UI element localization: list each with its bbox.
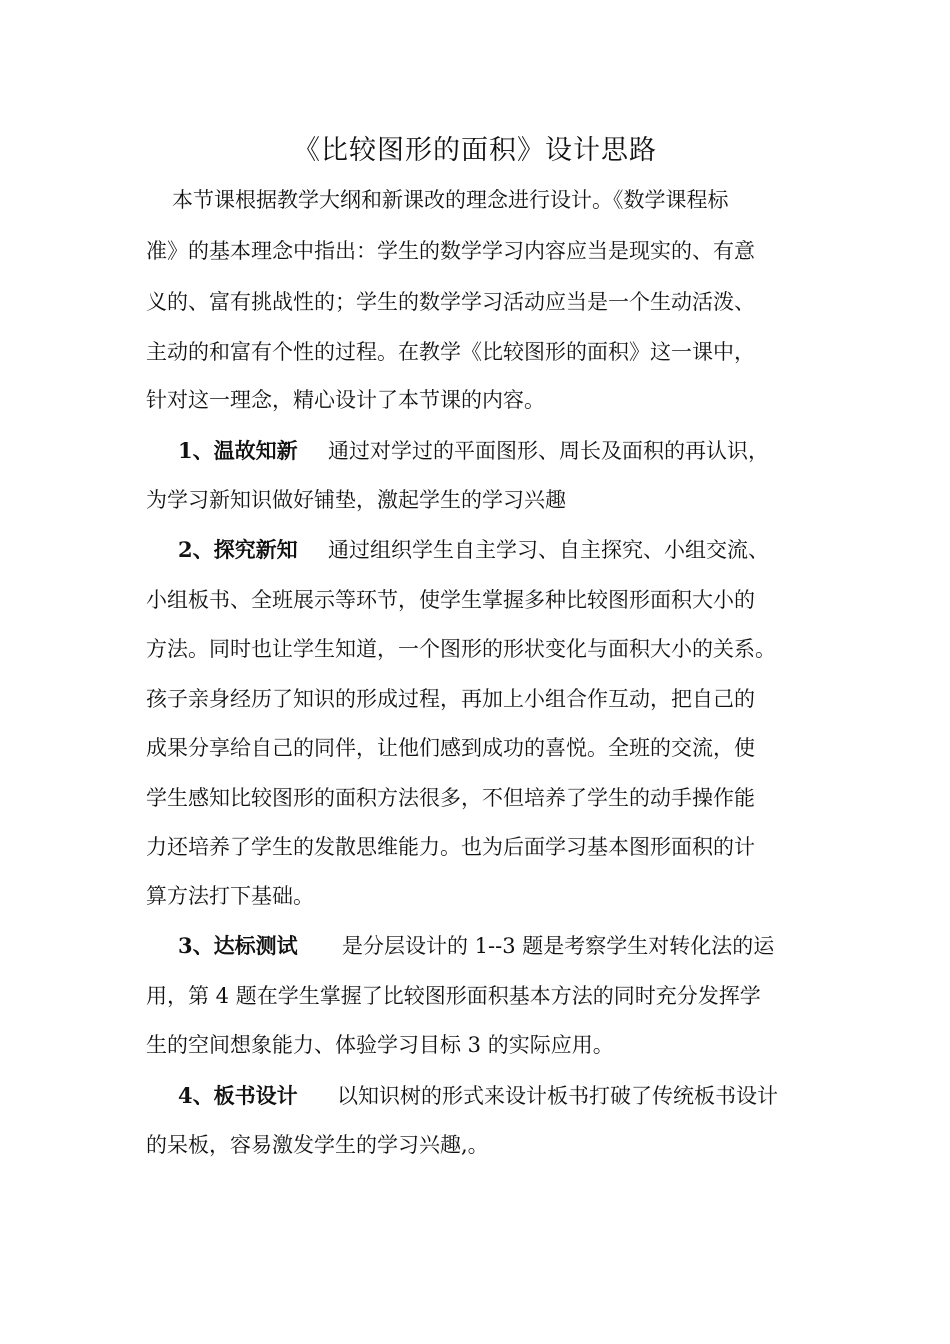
document-title: 《比较图形的面积》设计思路 xyxy=(293,135,657,166)
section-1-line-2: 为学习新知识做好铺垫，激起学生的学习兴趣 xyxy=(146,488,566,512)
section-2-heading: 2、探究新知 xyxy=(178,537,298,562)
section-4-heading: 4、板书设计 xyxy=(178,1083,298,1108)
section-1-heading: 1、温故知新 xyxy=(178,438,298,463)
intro-line-3: 义的、富有挑战性的；学生的数学学习活动应当是一个生动活泼、 xyxy=(146,290,755,314)
section-3-heading: 3、达标测试 xyxy=(178,933,298,958)
section-2-line-4: 孩子亲身经历了知识的形成过程，再加上小组合作互动，把自己的 xyxy=(146,687,755,711)
section-3-line-1: 是分层设计的 1--3 题是考察学生对转化法的运 xyxy=(342,934,775,958)
section-4-line-1: 以知识树的形式来设计板书打破了传统板书设计 xyxy=(337,1084,778,1108)
intro-line-2: 准》的基本理念中指出：学生的数学学习内容应当是现实的、有意 xyxy=(146,239,755,263)
section-2-line-3: 方法。同时也让学生知道，一个图形的形状变化与面积大小的关系。 xyxy=(146,637,776,661)
section-2-line-8: 算方法打下基础。 xyxy=(146,884,314,908)
intro-line-4: 主动的和富有个性的过程。在教学《比较图形的面积》这一课中， xyxy=(146,340,755,364)
section-1-line-1: 通过对学过的平面图形、周长及面积的再认识， xyxy=(328,439,769,463)
section-2-line-5: 成果分享给自己的同伴，让他们感到成功的喜悦。全班的交流，使 xyxy=(146,736,755,760)
section-2-line-7: 力还培养了学生的发散思维能力。也为后面学习基本图形面积的计 xyxy=(146,835,755,859)
intro-line-5: 针对这一理念，精心设计了本节课的内容。 xyxy=(146,388,545,412)
intro-line-1: 本节课根据教学大纲和新课改的理念进行设计。《数学课程标 xyxy=(172,188,729,212)
section-3-line-2: 用，第 4 题在学生掌握了比较图形面积基本方法的同时充分发挥学 xyxy=(146,984,761,1008)
section-3-line-3: 生的空间想象能力、体验学习目标 3 的实际应用。 xyxy=(146,1033,614,1057)
section-2-line-6: 学生感知比较图形的面积方法很多，不但培养了学生的动手操作能 xyxy=(146,786,755,810)
section-2-line-2: 小组板书、全班展示等环节，使学生掌握多种比较图形面积大小的 xyxy=(146,588,755,612)
section-4-line-2: 的呆板，容易激发学生的学习兴趣,。 xyxy=(146,1133,489,1157)
section-2-line-1: 通过组织学生自主学习、自主探究、小组交流、 xyxy=(328,538,769,562)
